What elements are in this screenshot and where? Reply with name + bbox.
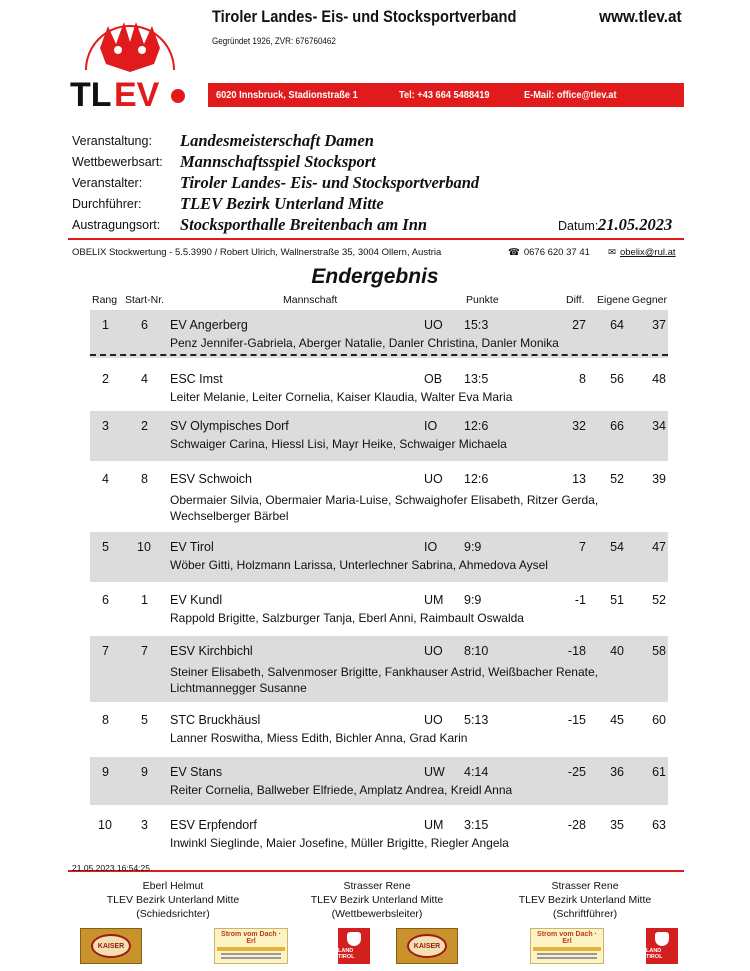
start-number: 7 <box>141 644 148 658</box>
email[interactable]: E-Mail: office@tlev.at <box>523 89 617 101</box>
event-info-row <box>72 214 684 235</box>
points: 12:6 <box>464 472 489 486</box>
sponsor-strom-logo: Strom vom Dach · Erl <box>214 928 288 964</box>
team-name: SV Olympisches Dorf <box>170 419 289 433</box>
start-number: 9 <box>141 765 148 779</box>
team-members: Lanner Roswitha, Miess Edith, Bichler Anna, Grad Karin <box>170 731 468 745</box>
event-info-value: Stocksporthalle Breitenbach am Inn <box>180 215 428 234</box>
opponent-score: 39 <box>652 472 666 486</box>
mail-icon: ✉ <box>608 247 616 258</box>
event-info-value: Landesmeisterschaft Damen <box>180 131 374 150</box>
team-name: ESV Kirchbichl <box>170 644 253 658</box>
page-title: Endergebnis <box>311 265 439 288</box>
table-row <box>90 810 668 856</box>
date-value: 21.05.2023 <box>598 215 673 234</box>
rank: 8 <box>102 713 109 727</box>
own-score: 51 <box>610 593 624 607</box>
team-members: Penz Jennifer-Gabriela, Aberger Natalie, Danler Christina, Danler Monika <box>170 336 559 350</box>
table-row <box>90 411 668 461</box>
event-info-value: Mannschaftsspiel Stocksport <box>180 152 376 171</box>
own-score: 64 <box>610 318 624 332</box>
header-opp: Gegner <box>632 294 668 306</box>
table-row <box>90 636 668 702</box>
org-name: Tiroler Landes- Eis- und Stocksportverband <box>212 7 517 26</box>
phone-icon: ☎ <box>508 247 520 258</box>
header-start: Start-Nr. <box>125 294 165 306</box>
svg-text:EV: EV <box>114 76 160 112</box>
points: 13:5 <box>464 372 489 386</box>
difference: 7 <box>579 540 586 554</box>
event-info-row <box>72 130 684 151</box>
points: 5:13 <box>464 713 489 727</box>
rank: 1 <box>102 318 109 332</box>
opponent-score: 37 <box>652 318 666 332</box>
sponsor-strom-logo: Strom vom Dach · Erl <box>530 928 604 964</box>
team-name: ESC Imst <box>170 372 223 386</box>
opponent-score: 52 <box>652 593 666 607</box>
own-score: 56 <box>610 372 624 386</box>
team-region: OB <box>424 372 443 386</box>
difference: -25 <box>567 765 586 779</box>
opponent-score: 34 <box>652 419 666 433</box>
event-info-label: Veranstalter: <box>72 176 143 190</box>
team-name: ESV Schwoich <box>170 472 252 486</box>
opponent-score: 48 <box>652 372 666 386</box>
points: 15:3 <box>464 318 489 332</box>
header-diff: Diff. <box>566 294 585 306</box>
team-region: UO <box>424 318 443 332</box>
event-info-label: Veranstaltung: <box>72 134 152 148</box>
difference: -15 <box>567 713 586 727</box>
table-row <box>90 757 668 805</box>
rank: 9 <box>102 765 109 779</box>
team-members: Leiter Melanie, Leiter Cornelia, Kaiser Klaudia, Walter Eva Maria <box>170 390 513 404</box>
team-region: UM <box>424 593 444 607</box>
points: 12:6 <box>464 419 489 433</box>
start-number: 4 <box>141 372 148 386</box>
svg-text:TL: TL <box>70 76 112 112</box>
event-info-row <box>72 193 684 214</box>
opponent-score: 60 <box>652 713 666 727</box>
table-row <box>90 532 668 582</box>
rank: 3 <box>102 419 109 433</box>
team-region: UO <box>424 472 443 486</box>
team-region: IO <box>424 540 438 554</box>
own-score: 52 <box>610 472 624 486</box>
sponsor-kaiser-logo: KAISER <box>80 928 142 964</box>
table-row <box>90 464 668 528</box>
points: 9:9 <box>464 593 482 607</box>
opponent-score: 58 <box>652 644 666 658</box>
difference: 8 <box>579 372 586 386</box>
difference: -18 <box>567 644 586 658</box>
team-members: Steiner Elisabeth, Salvenmoser Brigitte, Fankhauser Astrid, Weißbacher Renate, Lichtmannegger Susanne <box>170 665 598 695</box>
start-number: 3 <box>141 818 148 832</box>
header-points: Punkte <box>466 294 499 306</box>
team-name: EV Angerberg <box>170 318 248 332</box>
rank: 7 <box>102 644 109 658</box>
rank: 2 <box>102 372 109 386</box>
divider-line <box>68 238 684 240</box>
team-name: EV Kundl <box>170 593 223 607</box>
points: 4:14 <box>464 765 489 779</box>
team-members: Schwaiger Carina, Hiessl Lisi, Mayr Heike, Schwaiger Michaela <box>170 437 507 451</box>
website-link[interactable]: www.tlev.at <box>599 7 682 26</box>
team-name: ESV Erpfendorf <box>170 818 257 832</box>
contact-bar <box>208 83 684 107</box>
team-members: Obermaier Silvia, Obermaier Maria-Luise, Schwaighofer Elisabeth, Ritzer Gerda, Wechselberger Bärbel <box>170 493 599 523</box>
software-email[interactable]: ✉ obelix@rul.at <box>608 247 676 258</box>
table-row <box>90 585 668 631</box>
own-score: 40 <box>610 644 624 658</box>
event-info-value: TLEV Bezirk Unterland Mitte <box>180 194 384 213</box>
print-timestamp: 21.05.2023 16:54:25 <box>72 863 150 873</box>
rank: 6 <box>102 593 109 607</box>
sponsor-tirol-logo: LAND TIROL <box>646 928 678 964</box>
phone: Tel: +43 664 5488419 <box>399 89 490 101</box>
tlev-logo <box>68 8 192 112</box>
difference: 13 <box>572 472 586 486</box>
team-name: EV Stans <box>170 765 223 779</box>
signature-referee: Eberl Helmut TLEV Bezirk Unterland Mitte (Schiedsrichter) <box>106 880 240 920</box>
start-number: 10 <box>137 540 151 554</box>
table-row <box>90 364 668 408</box>
difference: 27 <box>572 318 586 332</box>
points: 9:9 <box>464 540 482 554</box>
sponsor-tirol-logo: LAND TIROL <box>338 928 370 964</box>
qualification-separator <box>90 354 668 356</box>
team-region: UO <box>424 713 443 727</box>
start-number: 5 <box>141 713 148 727</box>
start-number: 2 <box>141 419 148 433</box>
header-own: Eigene <box>597 294 630 306</box>
sponsor-kaiser-logo: KAISER <box>396 928 458 964</box>
own-score: 45 <box>610 713 624 727</box>
event-info-label: Wettbewerbsart: <box>72 155 163 169</box>
start-number: 8 <box>141 472 148 486</box>
difference: -28 <box>567 818 586 832</box>
team-region: IO <box>424 419 438 433</box>
team-members: Rappold Brigitte, Salzburger Tanja, Eberl Anni, Raimbault Oswalda <box>170 611 524 625</box>
team-name: EV Tirol <box>170 540 214 554</box>
rank: 5 <box>102 540 109 554</box>
opponent-score: 63 <box>652 818 666 832</box>
own-score: 54 <box>610 540 624 554</box>
own-score: 35 <box>610 818 624 832</box>
rank: 10 <box>98 818 112 832</box>
date-label: Datum: <box>558 219 599 233</box>
team-region: UM <box>424 818 444 832</box>
team-members: Wöber Gitti, Holzmann Larissa, Unterlechner Sabrina, Ahmedova Aysel <box>170 558 548 572</box>
points: 3:15 <box>464 818 489 832</box>
header-team: Mannschaft <box>283 294 338 306</box>
event-info-value: Tiroler Landes- Eis- und Stocksportverband <box>180 173 480 192</box>
difference: 32 <box>572 419 586 433</box>
start-number: 6 <box>141 318 148 332</box>
opponent-score: 61 <box>652 765 666 779</box>
team-name: STC Bruckhäusl <box>170 713 261 727</box>
event-info-row <box>72 151 684 172</box>
software-info: OBELIX Stockwertung - 5.5.3990 / Robert Ulrich, Wallnerstraße 35, 3004 Ollern, Austria <box>72 247 442 258</box>
event-info-label: Durchführer: <box>72 197 142 211</box>
signature-competition-lead: Strasser Rene TLEV Bezirk Unterland Mitte (Wettbewerbsleiter) <box>310 880 444 920</box>
table-row <box>90 705 668 753</box>
rank: 4 <box>102 472 109 486</box>
start-number: 1 <box>141 593 148 607</box>
opponent-score: 47 <box>652 540 666 554</box>
event-info <box>72 130 684 235</box>
address: 6020 Innsbruck, Stadionstraße 1 <box>216 89 358 101</box>
team-region: UO <box>424 644 443 658</box>
team-members: Reiter Cornelia, Ballweber Elfriede, Amplatz Andrea, Kreidl Anna <box>170 783 513 797</box>
header-rang: Rang <box>92 294 118 306</box>
software-phone: ☎ 0676 620 37 41 <box>508 247 590 258</box>
own-score: 36 <box>610 765 624 779</box>
points: 8:10 <box>464 644 489 658</box>
footer-divider <box>68 870 684 872</box>
founded-info: Gegründet 1926, ZVR: 676760462 <box>212 36 336 47</box>
event-info-row <box>72 172 684 193</box>
table-row <box>90 310 668 358</box>
difference: -1 <box>574 593 586 607</box>
event-info-label: Austragungsort: <box>72 218 161 232</box>
own-score: 66 <box>610 419 624 433</box>
team-region: UW <box>424 765 445 779</box>
team-members: Inwinkl Sieglinde, Maier Josefine, Müller Brigitte, Riegler Angela <box>170 836 509 850</box>
signature-secretary: Strasser Rene TLEV Bezirk Unterland Mitte (Schriftführer) <box>518 880 652 920</box>
